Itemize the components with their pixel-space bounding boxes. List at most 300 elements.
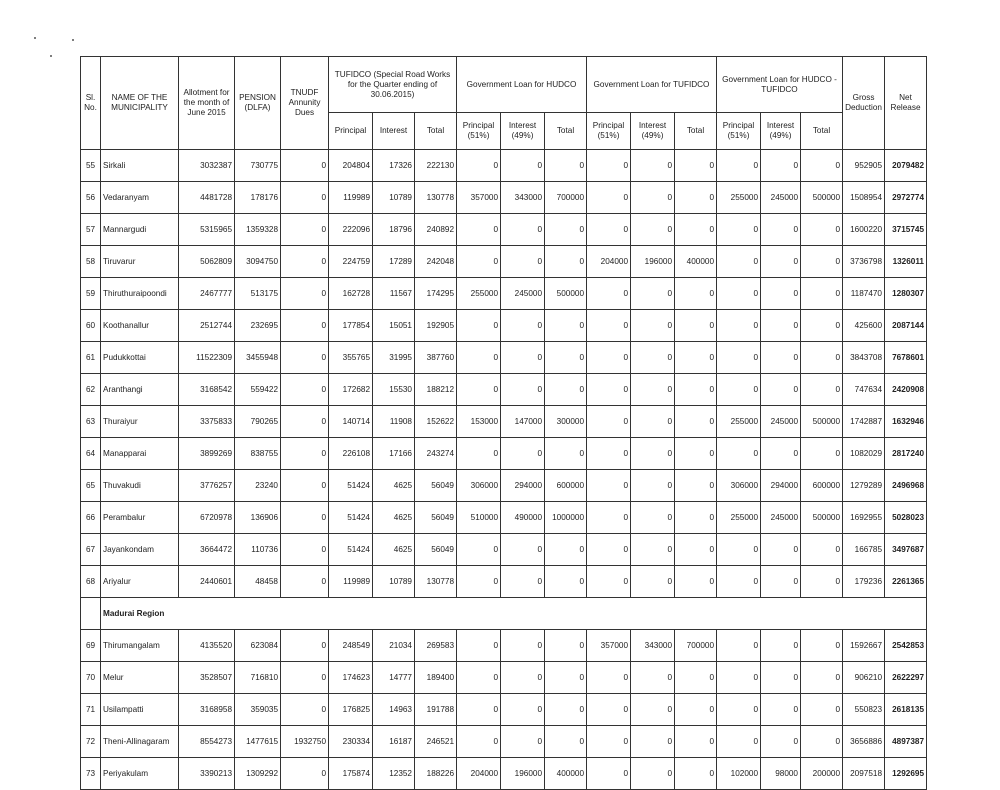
net-release-cell: 2420908	[885, 374, 927, 406]
gl-tufidco-total-cell: 400000	[675, 246, 717, 278]
table-row	[81, 374, 927, 406]
hudco-principal-cell: 0	[457, 214, 501, 246]
gl-tufidco-total-cell: 0	[675, 534, 717, 566]
hudco-tufidco-principal-cell: 0	[717, 278, 761, 310]
gross-deduction-cell: 747634	[843, 374, 885, 406]
gl-tufidco-interest-cell: 0	[631, 758, 675, 790]
net-release-cell: 2972774	[885, 182, 927, 214]
municipality-name-cell: Usilampatti	[101, 694, 179, 726]
hudco-tufidco-principal-cell: 0	[717, 438, 761, 470]
hudco-total-cell: 0	[545, 726, 587, 758]
gl-tufidco-principal-cell: 0	[587, 214, 631, 246]
allotment-cell: 3168958	[179, 694, 235, 726]
gl-tufidco-total-cell: 0	[675, 694, 717, 726]
hudco-tufidco-interest-cell: 0	[761, 630, 801, 662]
scan-speck	[34, 37, 36, 39]
header-gross-deduction: Gross Deduction	[843, 57, 885, 150]
hudco-tufidco-interest-cell: 0	[761, 246, 801, 278]
table-body	[81, 150, 927, 790]
tufidco-principal-cell: 175874	[329, 758, 373, 790]
gl-tufidco-interest-cell: 0	[631, 694, 675, 726]
gl-tufidco-total-cell: 0	[675, 278, 717, 310]
municipality-name-cell: Periyakulam	[101, 758, 179, 790]
table-row	[81, 630, 927, 662]
tufidco-total-cell: 130778	[415, 182, 457, 214]
gl-tufidco-total-cell: 0	[675, 182, 717, 214]
gl-tufidco-principal-cell: 0	[587, 342, 631, 374]
gl-tufidco-interest-cell: 0	[631, 726, 675, 758]
gl-tufidco-interest-cell: 0	[631, 662, 675, 694]
gl-tufidco-principal-cell: 0	[587, 310, 631, 342]
tufidco-total-cell: 240892	[415, 214, 457, 246]
tnudf-cell: 0	[281, 566, 329, 598]
table-row	[81, 726, 927, 758]
gl-tufidco-principal-cell: 0	[587, 150, 631, 182]
hudco-principal-cell: 0	[457, 662, 501, 694]
hudco-interest-cell: 0	[501, 694, 545, 726]
hudco-tufidco-principal-cell: 0	[717, 150, 761, 182]
pension-cell: 513175	[235, 278, 281, 310]
header-sl-no: Sl. No.	[81, 57, 101, 150]
gl-tufidco-total-cell: 0	[675, 470, 717, 502]
tufidco-total-cell: 56049	[415, 502, 457, 534]
municipality-release-table	[80, 56, 927, 790]
tufidco-total-cell: 387760	[415, 342, 457, 374]
allotment-cell: 8554273	[179, 726, 235, 758]
gross-deduction-cell: 906210	[843, 662, 885, 694]
tufidco-principal-cell: 51424	[329, 534, 373, 566]
hudco-tufidco-principal-cell: 0	[717, 310, 761, 342]
tufidco-interest-cell: 14963	[373, 694, 415, 726]
allotment-cell: 5315965	[179, 214, 235, 246]
subheader-principal-51: Principal (51%)	[587, 113, 631, 150]
tufidco-total-cell: 130778	[415, 566, 457, 598]
tnudf-cell: 0	[281, 662, 329, 694]
allotment-cell: 11522309	[179, 342, 235, 374]
hudco-principal-cell: 0	[457, 246, 501, 278]
table-row	[81, 214, 927, 246]
hudco-principal-cell: 0	[457, 374, 501, 406]
pension-cell: 838755	[235, 438, 281, 470]
sl-cell: 68	[81, 566, 101, 598]
subheader-interest-49: Interest (49%)	[761, 113, 801, 150]
tufidco-interest-cell: 10789	[373, 182, 415, 214]
tufidco-interest-cell: 18796	[373, 214, 415, 246]
tufidco-total-cell: 191788	[415, 694, 457, 726]
hudco-tufidco-principal-cell: 0	[717, 662, 761, 694]
hudco-tufidco-interest-cell: 0	[761, 662, 801, 694]
hudco-interest-cell: 0	[501, 534, 545, 566]
tufidco-total-cell: 222130	[415, 150, 457, 182]
allotment-cell: 3390213	[179, 758, 235, 790]
hudco-tufidco-total-cell: 0	[801, 726, 843, 758]
sl-cell: 73	[81, 758, 101, 790]
municipality-name-cell: Thirumangalam	[101, 630, 179, 662]
tnudf-cell: 0	[281, 310, 329, 342]
header-hudco-group: Government Loan for HUDCO	[457, 57, 587, 113]
municipality-name-cell: Melur	[101, 662, 179, 694]
hudco-total-cell: 0	[545, 214, 587, 246]
gross-deduction-cell: 1187470	[843, 278, 885, 310]
gross-deduction-cell: 2097518	[843, 758, 885, 790]
net-release-cell: 2817240	[885, 438, 927, 470]
hudco-interest-cell: 0	[501, 374, 545, 406]
allotment-cell: 4135520	[179, 630, 235, 662]
hudco-total-cell: 0	[545, 566, 587, 598]
hudco-tufidco-principal-cell: 0	[717, 374, 761, 406]
tufidco-principal-cell: 172682	[329, 374, 373, 406]
net-release-cell: 7678601	[885, 342, 927, 374]
net-release-cell: 2079482	[885, 150, 927, 182]
gross-deduction-cell: 1692955	[843, 502, 885, 534]
sl-cell: 63	[81, 406, 101, 438]
hudco-principal-cell: 0	[457, 566, 501, 598]
tufidco-principal-cell: 119989	[329, 566, 373, 598]
gl-tufidco-principal-cell: 0	[587, 438, 631, 470]
net-release-cell: 1632946	[885, 406, 927, 438]
tnudf-cell: 0	[281, 758, 329, 790]
pension-cell: 623084	[235, 630, 281, 662]
hudco-tufidco-principal-cell: 102000	[717, 758, 761, 790]
gl-tufidco-total-cell: 0	[675, 502, 717, 534]
gl-tufidco-interest-cell: 0	[631, 278, 675, 310]
table-row	[81, 278, 927, 310]
pension-cell: 790265	[235, 406, 281, 438]
hudco-tufidco-interest-cell: 0	[761, 278, 801, 310]
hudco-interest-cell: 245000	[501, 278, 545, 310]
gl-tufidco-total-cell: 0	[675, 726, 717, 758]
hudco-tufidco-principal-cell: 0	[717, 630, 761, 662]
tufidco-principal-cell: 140714	[329, 406, 373, 438]
hudco-tufidco-principal-cell: 255000	[717, 502, 761, 534]
gross-deduction-cell: 425600	[843, 310, 885, 342]
hudco-interest-cell: 490000	[501, 502, 545, 534]
net-release-cell: 2087144	[885, 310, 927, 342]
tnudf-cell: 0	[281, 182, 329, 214]
gl-tufidco-interest-cell: 0	[631, 310, 675, 342]
hudco-tufidco-interest-cell: 0	[761, 214, 801, 246]
hudco-tufidco-total-cell: 0	[801, 566, 843, 598]
table-row	[81, 662, 927, 694]
allotment-cell: 5062809	[179, 246, 235, 278]
hudco-total-cell: 600000	[545, 470, 587, 502]
hudco-tufidco-total-cell: 0	[801, 662, 843, 694]
gl-tufidco-interest-cell: 0	[631, 438, 675, 470]
hudco-principal-cell: 0	[457, 342, 501, 374]
hudco-tufidco-principal-cell: 0	[717, 534, 761, 566]
sl-cell: 59	[81, 278, 101, 310]
tufidco-interest-cell: 21034	[373, 630, 415, 662]
tufidco-principal-cell: 248549	[329, 630, 373, 662]
municipality-name-cell: Aranthangi	[101, 374, 179, 406]
tnudf-cell: 0	[281, 214, 329, 246]
tufidco-interest-cell: 4625	[373, 470, 415, 502]
sl-cell: 57	[81, 214, 101, 246]
hudco-tufidco-total-cell: 500000	[801, 502, 843, 534]
tufidco-total-cell: 174295	[415, 278, 457, 310]
pension-cell: 359035	[235, 694, 281, 726]
allotment-cell: 3664472	[179, 534, 235, 566]
gl-tufidco-principal-cell: 0	[587, 534, 631, 566]
gl-tufidco-principal-cell: 0	[587, 758, 631, 790]
tufidco-total-cell: 242048	[415, 246, 457, 278]
gl-tufidco-total-cell: 0	[675, 406, 717, 438]
hudco-interest-cell: 0	[501, 310, 545, 342]
tufidco-interest-cell: 4625	[373, 534, 415, 566]
hudco-tufidco-interest-cell: 0	[761, 150, 801, 182]
tufidco-total-cell: 269583	[415, 630, 457, 662]
sl-cell: 71	[81, 694, 101, 726]
subheader-principal-51: Principal (51%)	[717, 113, 761, 150]
hudco-total-cell: 0	[545, 630, 587, 662]
tufidco-principal-cell: 204804	[329, 150, 373, 182]
hudco-tufidco-interest-cell: 0	[761, 438, 801, 470]
hudco-principal-cell: 0	[457, 310, 501, 342]
pension-cell: 1477615	[235, 726, 281, 758]
net-release-cell: 1280307	[885, 278, 927, 310]
hudco-interest-cell: 0	[501, 342, 545, 374]
gl-tufidco-total-cell: 0	[675, 758, 717, 790]
net-release-cell: 2496968	[885, 470, 927, 502]
tnudf-cell: 0	[281, 278, 329, 310]
hudco-tufidco-interest-cell: 294000	[761, 470, 801, 502]
scan-speck	[50, 55, 52, 57]
hudco-tufidco-interest-cell: 98000	[761, 758, 801, 790]
net-release-cell: 3497687	[885, 534, 927, 566]
tufidco-interest-cell: 15530	[373, 374, 415, 406]
allotment-cell: 6720978	[179, 502, 235, 534]
gross-deduction-cell: 3736798	[843, 246, 885, 278]
tufidco-principal-cell: 162728	[329, 278, 373, 310]
municipality-name-cell: Theni-Allinagaram	[101, 726, 179, 758]
pension-cell: 730775	[235, 150, 281, 182]
tnudf-cell: 0	[281, 438, 329, 470]
sl-cell: 66	[81, 502, 101, 534]
pension-cell: 23240	[235, 470, 281, 502]
tnudf-cell: 0	[281, 694, 329, 726]
hudco-tufidco-total-cell: 500000	[801, 406, 843, 438]
tufidco-total-cell: 246521	[415, 726, 457, 758]
hudco-total-cell: 0	[545, 374, 587, 406]
hudco-tufidco-total-cell: 600000	[801, 470, 843, 502]
header-pension: PENSION (DLFA)	[235, 57, 281, 150]
tnudf-cell: 0	[281, 374, 329, 406]
tufidco-principal-cell: 51424	[329, 502, 373, 534]
net-release-cell: 2261365	[885, 566, 927, 598]
tufidco-principal-cell: 177854	[329, 310, 373, 342]
sl-cell: 67	[81, 534, 101, 566]
gross-deduction-cell: 179236	[843, 566, 885, 598]
pension-cell: 559422	[235, 374, 281, 406]
gross-deduction-cell: 1279289	[843, 470, 885, 502]
tufidco-interest-cell: 10789	[373, 566, 415, 598]
pension-cell: 232695	[235, 310, 281, 342]
tnudf-cell: 0	[281, 630, 329, 662]
allotment-cell: 3899269	[179, 438, 235, 470]
hudco-interest-cell: 343000	[501, 182, 545, 214]
gl-tufidco-principal-cell: 357000	[587, 630, 631, 662]
tufidco-interest-cell: 17289	[373, 246, 415, 278]
subheader-principal: Principal	[329, 113, 373, 150]
hudco-interest-cell: 0	[501, 150, 545, 182]
hudco-interest-cell: 0	[501, 438, 545, 470]
sl-cell: 64	[81, 438, 101, 470]
tnudf-cell: 0	[281, 502, 329, 534]
tufidco-interest-cell: 11567	[373, 278, 415, 310]
gl-tufidco-total-cell: 0	[675, 310, 717, 342]
hudco-total-cell: 500000	[545, 278, 587, 310]
gl-tufidco-interest-cell: 0	[631, 502, 675, 534]
gl-tufidco-principal-cell: 0	[587, 470, 631, 502]
hudco-tufidco-principal-cell: 0	[717, 726, 761, 758]
gl-tufidco-interest-cell: 0	[631, 470, 675, 502]
hudco-tufidco-principal-cell: 0	[717, 342, 761, 374]
tufidco-principal-cell: 355765	[329, 342, 373, 374]
municipality-name-cell: Mannargudi	[101, 214, 179, 246]
hudco-principal-cell: 0	[457, 694, 501, 726]
hudco-tufidco-total-cell: 500000	[801, 182, 843, 214]
sl-cell: 65	[81, 470, 101, 502]
hudco-total-cell: 700000	[545, 182, 587, 214]
gross-deduction-cell: 550823	[843, 694, 885, 726]
hudco-tufidco-total-cell: 0	[801, 694, 843, 726]
gl-tufidco-total-cell: 0	[675, 438, 717, 470]
sl-cell: 55	[81, 150, 101, 182]
hudco-tufidco-total-cell: 0	[801, 630, 843, 662]
net-release-cell: 2618135	[885, 694, 927, 726]
table-row	[81, 150, 927, 182]
pension-cell: 136906	[235, 502, 281, 534]
sl-cell: 56	[81, 182, 101, 214]
header-hudco-tufidco-group: Government Loan for HUDCO - TUFIDCO	[717, 57, 843, 113]
tnudf-cell: 0	[281, 470, 329, 502]
hudco-tufidco-total-cell: 0	[801, 438, 843, 470]
hudco-interest-cell: 0	[501, 662, 545, 694]
hudco-tufidco-interest-cell: 0	[761, 726, 801, 758]
tufidco-total-cell: 243274	[415, 438, 457, 470]
net-release-cell: 1326011	[885, 246, 927, 278]
hudco-interest-cell: 0	[501, 246, 545, 278]
hudco-total-cell: 0	[545, 534, 587, 566]
gl-tufidco-total-cell: 0	[675, 150, 717, 182]
hudco-tufidco-principal-cell: 306000	[717, 470, 761, 502]
table-row	[81, 758, 927, 790]
hudco-tufidco-interest-cell: 0	[761, 566, 801, 598]
municipality-name-cell: Koothanallur	[101, 310, 179, 342]
gl-tufidco-interest-cell: 0	[631, 342, 675, 374]
gl-tufidco-total-cell: 0	[675, 566, 717, 598]
tufidco-interest-cell: 15051	[373, 310, 415, 342]
hudco-interest-cell: 196000	[501, 758, 545, 790]
header-net-release: Net Release	[885, 57, 927, 150]
hudco-interest-cell: 294000	[501, 470, 545, 502]
gl-tufidco-interest-cell: 0	[631, 566, 675, 598]
gross-deduction-cell: 952905	[843, 150, 885, 182]
hudco-interest-cell: 0	[501, 726, 545, 758]
tufidco-total-cell: 188212	[415, 374, 457, 406]
hudco-principal-cell: 0	[457, 150, 501, 182]
gross-deduction-cell: 1742887	[843, 406, 885, 438]
hudco-tufidco-total-cell: 0	[801, 150, 843, 182]
net-release-cell: 4897387	[885, 726, 927, 758]
hudco-total-cell: 400000	[545, 758, 587, 790]
tufidco-total-cell: 189400	[415, 662, 457, 694]
hudco-principal-cell: 255000	[457, 278, 501, 310]
table-row	[81, 246, 927, 278]
hudco-interest-cell: 147000	[501, 406, 545, 438]
hudco-tufidco-interest-cell: 245000	[761, 502, 801, 534]
hudco-principal-cell: 153000	[457, 406, 501, 438]
municipality-name-cell: Tiruvarur	[101, 246, 179, 278]
allotment-cell: 3776257	[179, 470, 235, 502]
tnudf-cell: 0	[281, 534, 329, 566]
tufidco-interest-cell: 14777	[373, 662, 415, 694]
allotment-cell: 4481728	[179, 182, 235, 214]
tnudf-cell: 0	[281, 150, 329, 182]
hudco-tufidco-principal-cell: 255000	[717, 182, 761, 214]
hudco-principal-cell: 0	[457, 438, 501, 470]
hudco-tufidco-total-cell: 0	[801, 246, 843, 278]
gl-tufidco-interest-cell: 196000	[631, 246, 675, 278]
municipality-name-cell: Thuvakudi	[101, 470, 179, 502]
net-release-cell: 5028023	[885, 502, 927, 534]
municipality-name-cell: Perambalur	[101, 502, 179, 534]
allotment-cell: 2512744	[179, 310, 235, 342]
sl-cell: 61	[81, 342, 101, 374]
subheader-total: Total	[801, 113, 843, 150]
allotment-cell: 3168542	[179, 374, 235, 406]
table-row	[81, 534, 927, 566]
gl-tufidco-interest-cell: 0	[631, 534, 675, 566]
hudco-tufidco-principal-cell: 0	[717, 214, 761, 246]
gl-tufidco-interest-cell: 0	[631, 374, 675, 406]
table-row	[81, 310, 927, 342]
net-release-cell: 1292695	[885, 758, 927, 790]
tufidco-principal-cell: 222096	[329, 214, 373, 246]
hudco-total-cell: 300000	[545, 406, 587, 438]
sl-cell: 69	[81, 630, 101, 662]
tufidco-total-cell: 56049	[415, 534, 457, 566]
hudco-tufidco-total-cell: 0	[801, 534, 843, 566]
hudco-tufidco-total-cell: 0	[801, 342, 843, 374]
hudco-principal-cell: 357000	[457, 182, 501, 214]
region-row-blank-cell	[81, 598, 101, 630]
subheader-interest-49: Interest (49%)	[631, 113, 675, 150]
hudco-interest-cell: 0	[501, 630, 545, 662]
tufidco-interest-cell: 31995	[373, 342, 415, 374]
subheader-interest: Interest	[373, 113, 415, 150]
municipality-name-cell: Jayankondam	[101, 534, 179, 566]
table-row	[81, 342, 927, 374]
municipality-name-cell: Manapparai	[101, 438, 179, 470]
tufidco-principal-cell: 226108	[329, 438, 373, 470]
header-allotment: Allotment for the month of June 2015	[179, 57, 235, 150]
gl-tufidco-interest-cell: 343000	[631, 630, 675, 662]
hudco-principal-cell: 0	[457, 726, 501, 758]
table-row	[81, 502, 927, 534]
table-row	[81, 406, 927, 438]
gross-deduction-cell: 1600220	[843, 214, 885, 246]
subheader-total: Total	[675, 113, 717, 150]
gl-tufidco-principal-cell: 0	[587, 406, 631, 438]
gross-deduction-cell: 1592667	[843, 630, 885, 662]
hudco-total-cell: 0	[545, 150, 587, 182]
tufidco-total-cell: 152622	[415, 406, 457, 438]
hudco-interest-cell: 0	[501, 214, 545, 246]
municipality-name-cell: Ariyalur	[101, 566, 179, 598]
gl-tufidco-total-cell: 700000	[675, 630, 717, 662]
net-release-cell: 2622297	[885, 662, 927, 694]
